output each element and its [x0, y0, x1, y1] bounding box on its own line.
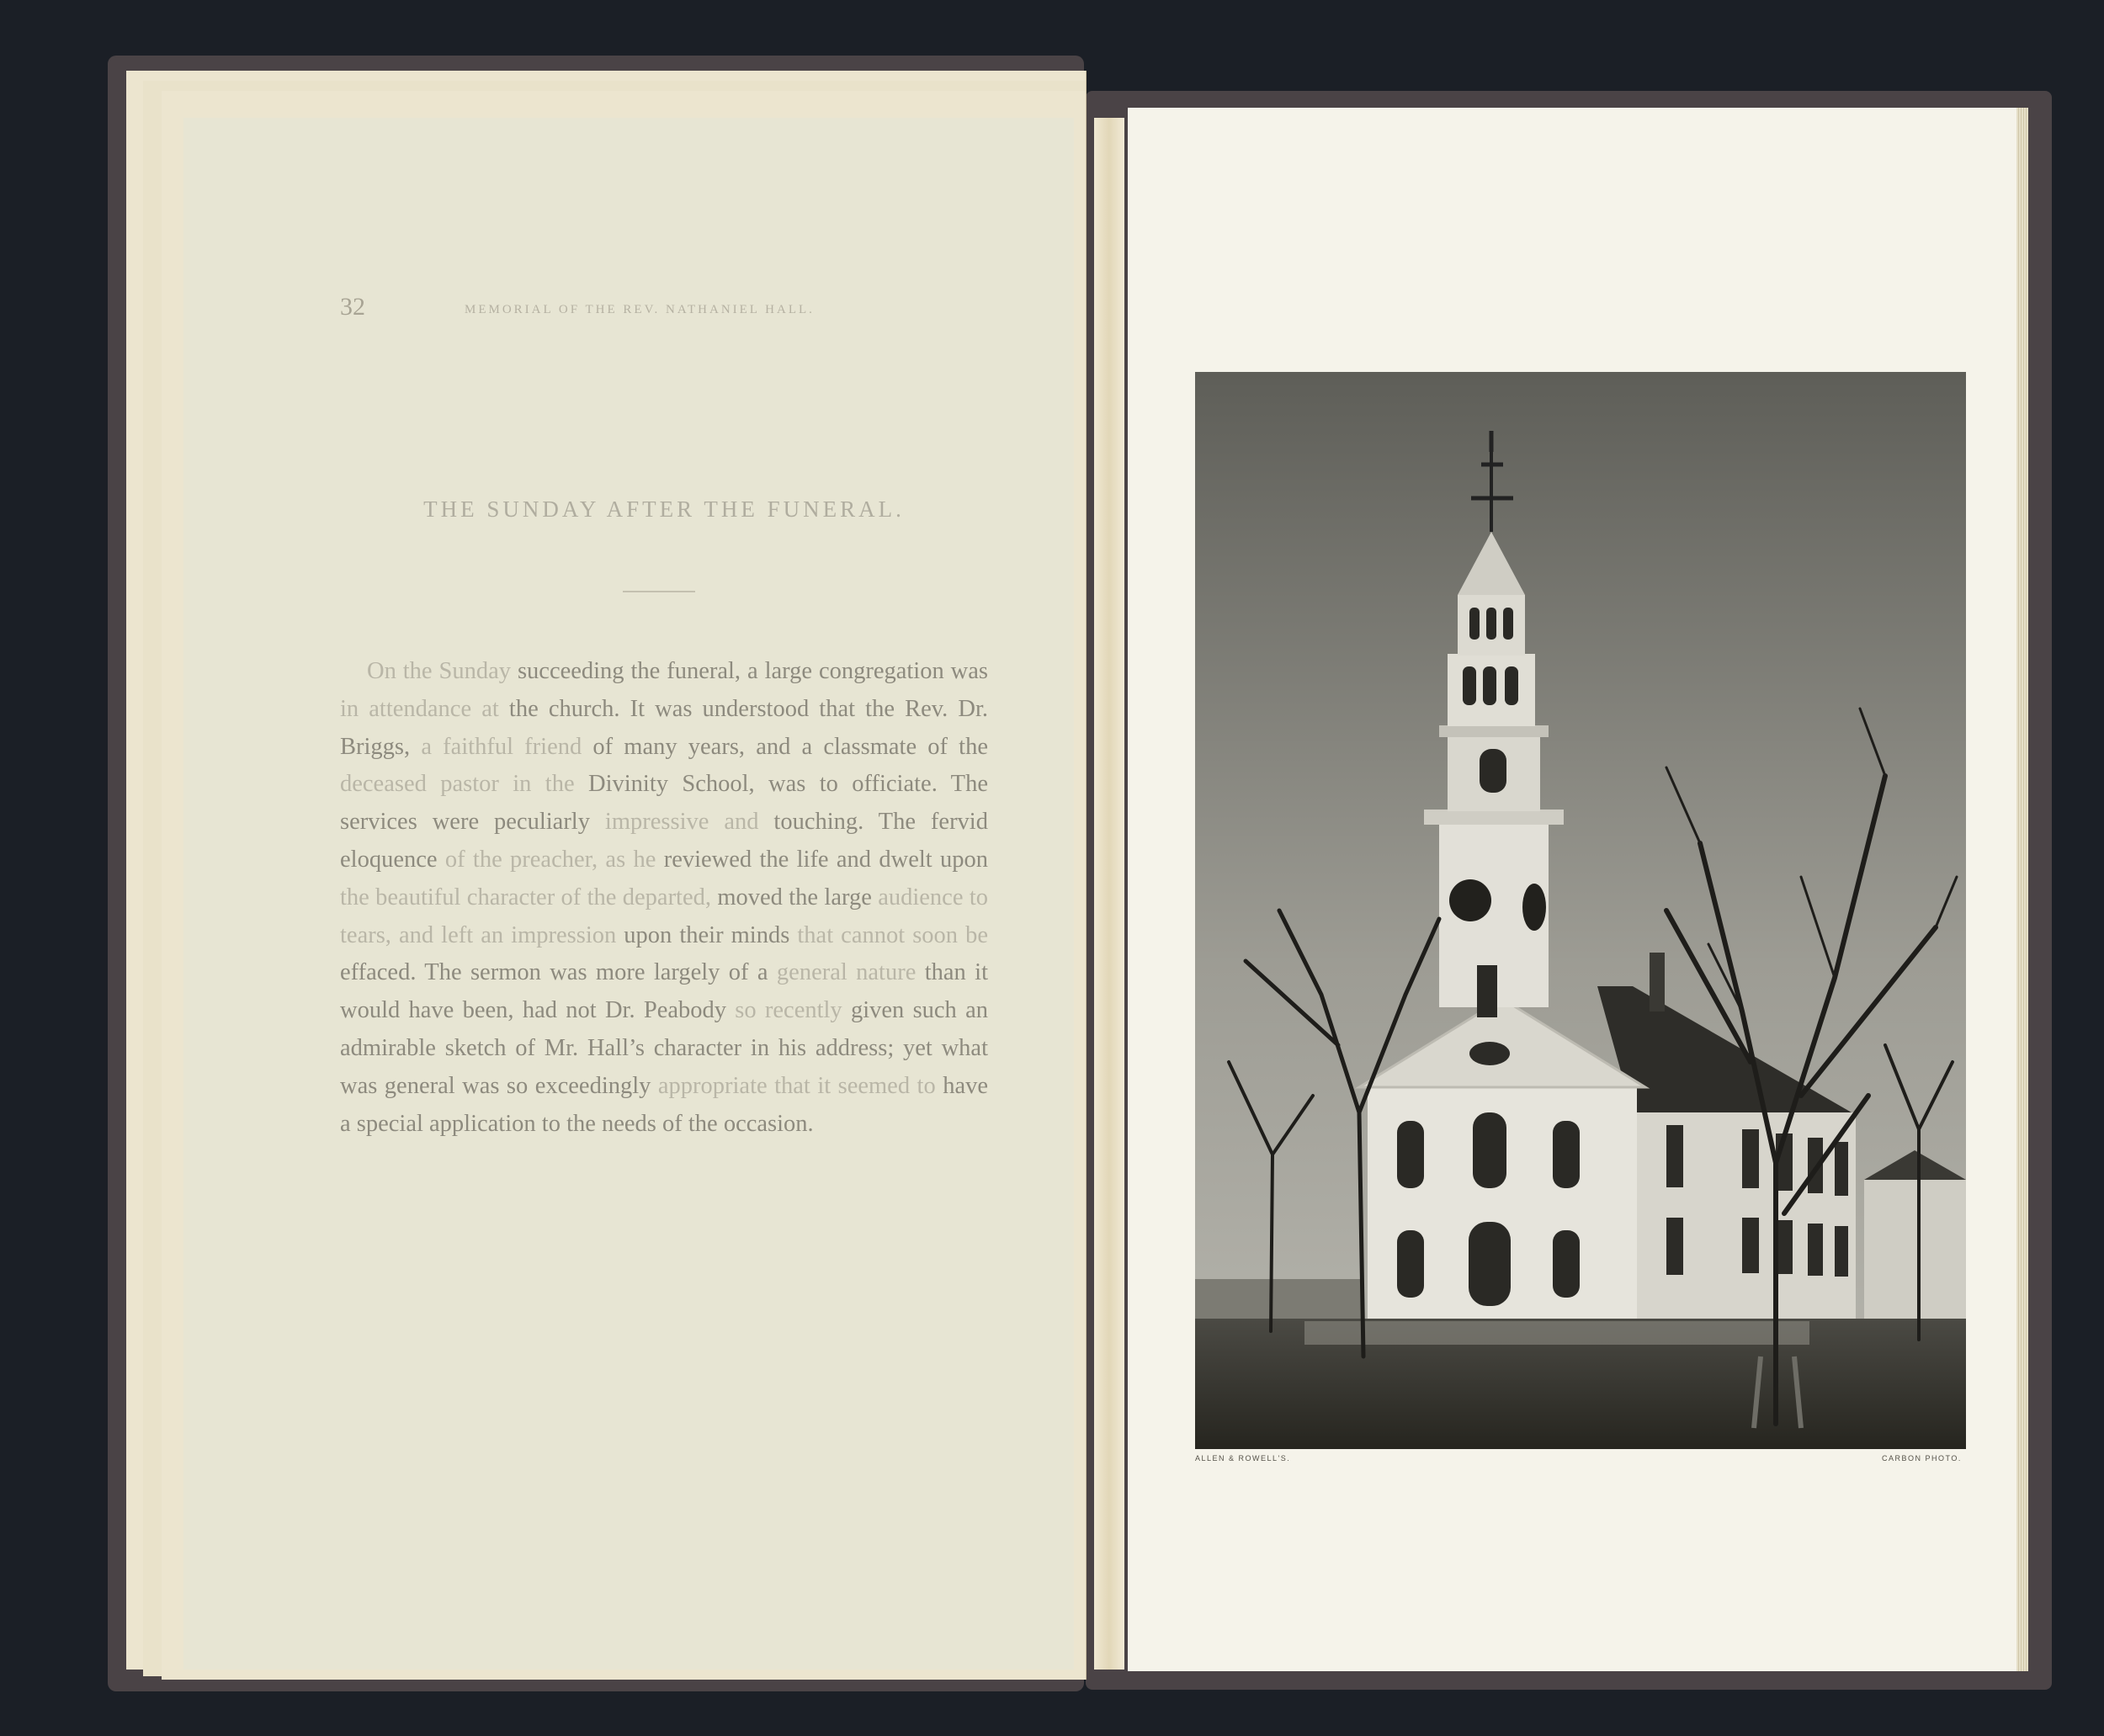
text-run: moved the large [711, 884, 879, 910]
title-rule [623, 591, 695, 592]
pediment-window [1469, 1042, 1510, 1065]
text-run: than it would have been, had not Dr. Peabody [340, 959, 988, 1024]
faded-text: in attendance at [340, 695, 499, 722]
faded-text: general nature [776, 959, 917, 986]
faded-text: a faithful friend [421, 733, 582, 760]
page-number: 32 [340, 293, 365, 321]
church-photo-illustration [1195, 372, 1966, 1449]
text-run: upon their minds [616, 921, 798, 948]
faded-text: deceased pastor in the [340, 771, 575, 798]
faded-text: audience to tears, and left an impression [340, 884, 988, 948]
tissue-guard-fold [1094, 118, 1124, 1670]
text-run: effaced. The sermon was more largely of a [340, 959, 777, 986]
faded-text: appropriate that it seemed to [657, 1072, 936, 1099]
distant-shed [1195, 1279, 1363, 1319]
body-paragraph [340, 653, 988, 1143]
text-run: touching. The fervid eloquence [340, 809, 988, 873]
church-photograph [1195, 372, 1966, 1449]
section-title: THE SUNDAY AFTER THE FUNERAL. [423, 496, 905, 522]
text-run: given such an admirable sketch of Mr. Hall’s character in his address; yet what was general was so exceedingly [340, 997, 988, 1099]
photo-credit: ALLEN & ROWELL'S. [1195, 1454, 1291, 1463]
belfry-cornice [1439, 725, 1549, 737]
belfry-opening [1480, 749, 1506, 793]
upper-belfry-openings [1463, 666, 1518, 705]
text-run: reviewed the life and dwelt upon [656, 846, 989, 873]
faded-text: of the preacher, as he [444, 846, 656, 873]
tower-clock [1449, 879, 1491, 921]
faded-text: On the Sunday [367, 658, 512, 684]
chimney [1650, 953, 1665, 1011]
photo-process-label: CARBON PHOTO. [1882, 1454, 1962, 1463]
right-page-stack-edge [2016, 108, 2028, 1671]
text-run: succeeding the funeral, a large congregation was [511, 658, 988, 684]
faded-text: impressive and [604, 809, 759, 836]
text-run: Divinity School, was to officiate. The services were peculiarly [340, 771, 988, 836]
lantern-openings [1469, 608, 1513, 640]
faded-text: so recently [735, 997, 842, 1024]
text-run: have a special application to the needs of the occasion. [340, 1072, 988, 1137]
text-run: the church. It was understood that the Rev. Dr. Briggs, [340, 695, 988, 760]
faded-text: the beautiful character of the departed, [340, 884, 712, 910]
tower-clock-side [1522, 884, 1546, 931]
running-head [340, 293, 929, 326]
tower-window [1477, 965, 1497, 1017]
path [1304, 1321, 1809, 1345]
faded-text: that cannot soon be [797, 921, 989, 948]
text-run: of many years, and a classmate of the [582, 733, 988, 760]
tower-cornice [1424, 810, 1564, 825]
running-title: MEMORIAL OF THE REV. NATHANIEL HALL. [465, 303, 815, 316]
adjacent-house [1864, 1180, 1966, 1327]
